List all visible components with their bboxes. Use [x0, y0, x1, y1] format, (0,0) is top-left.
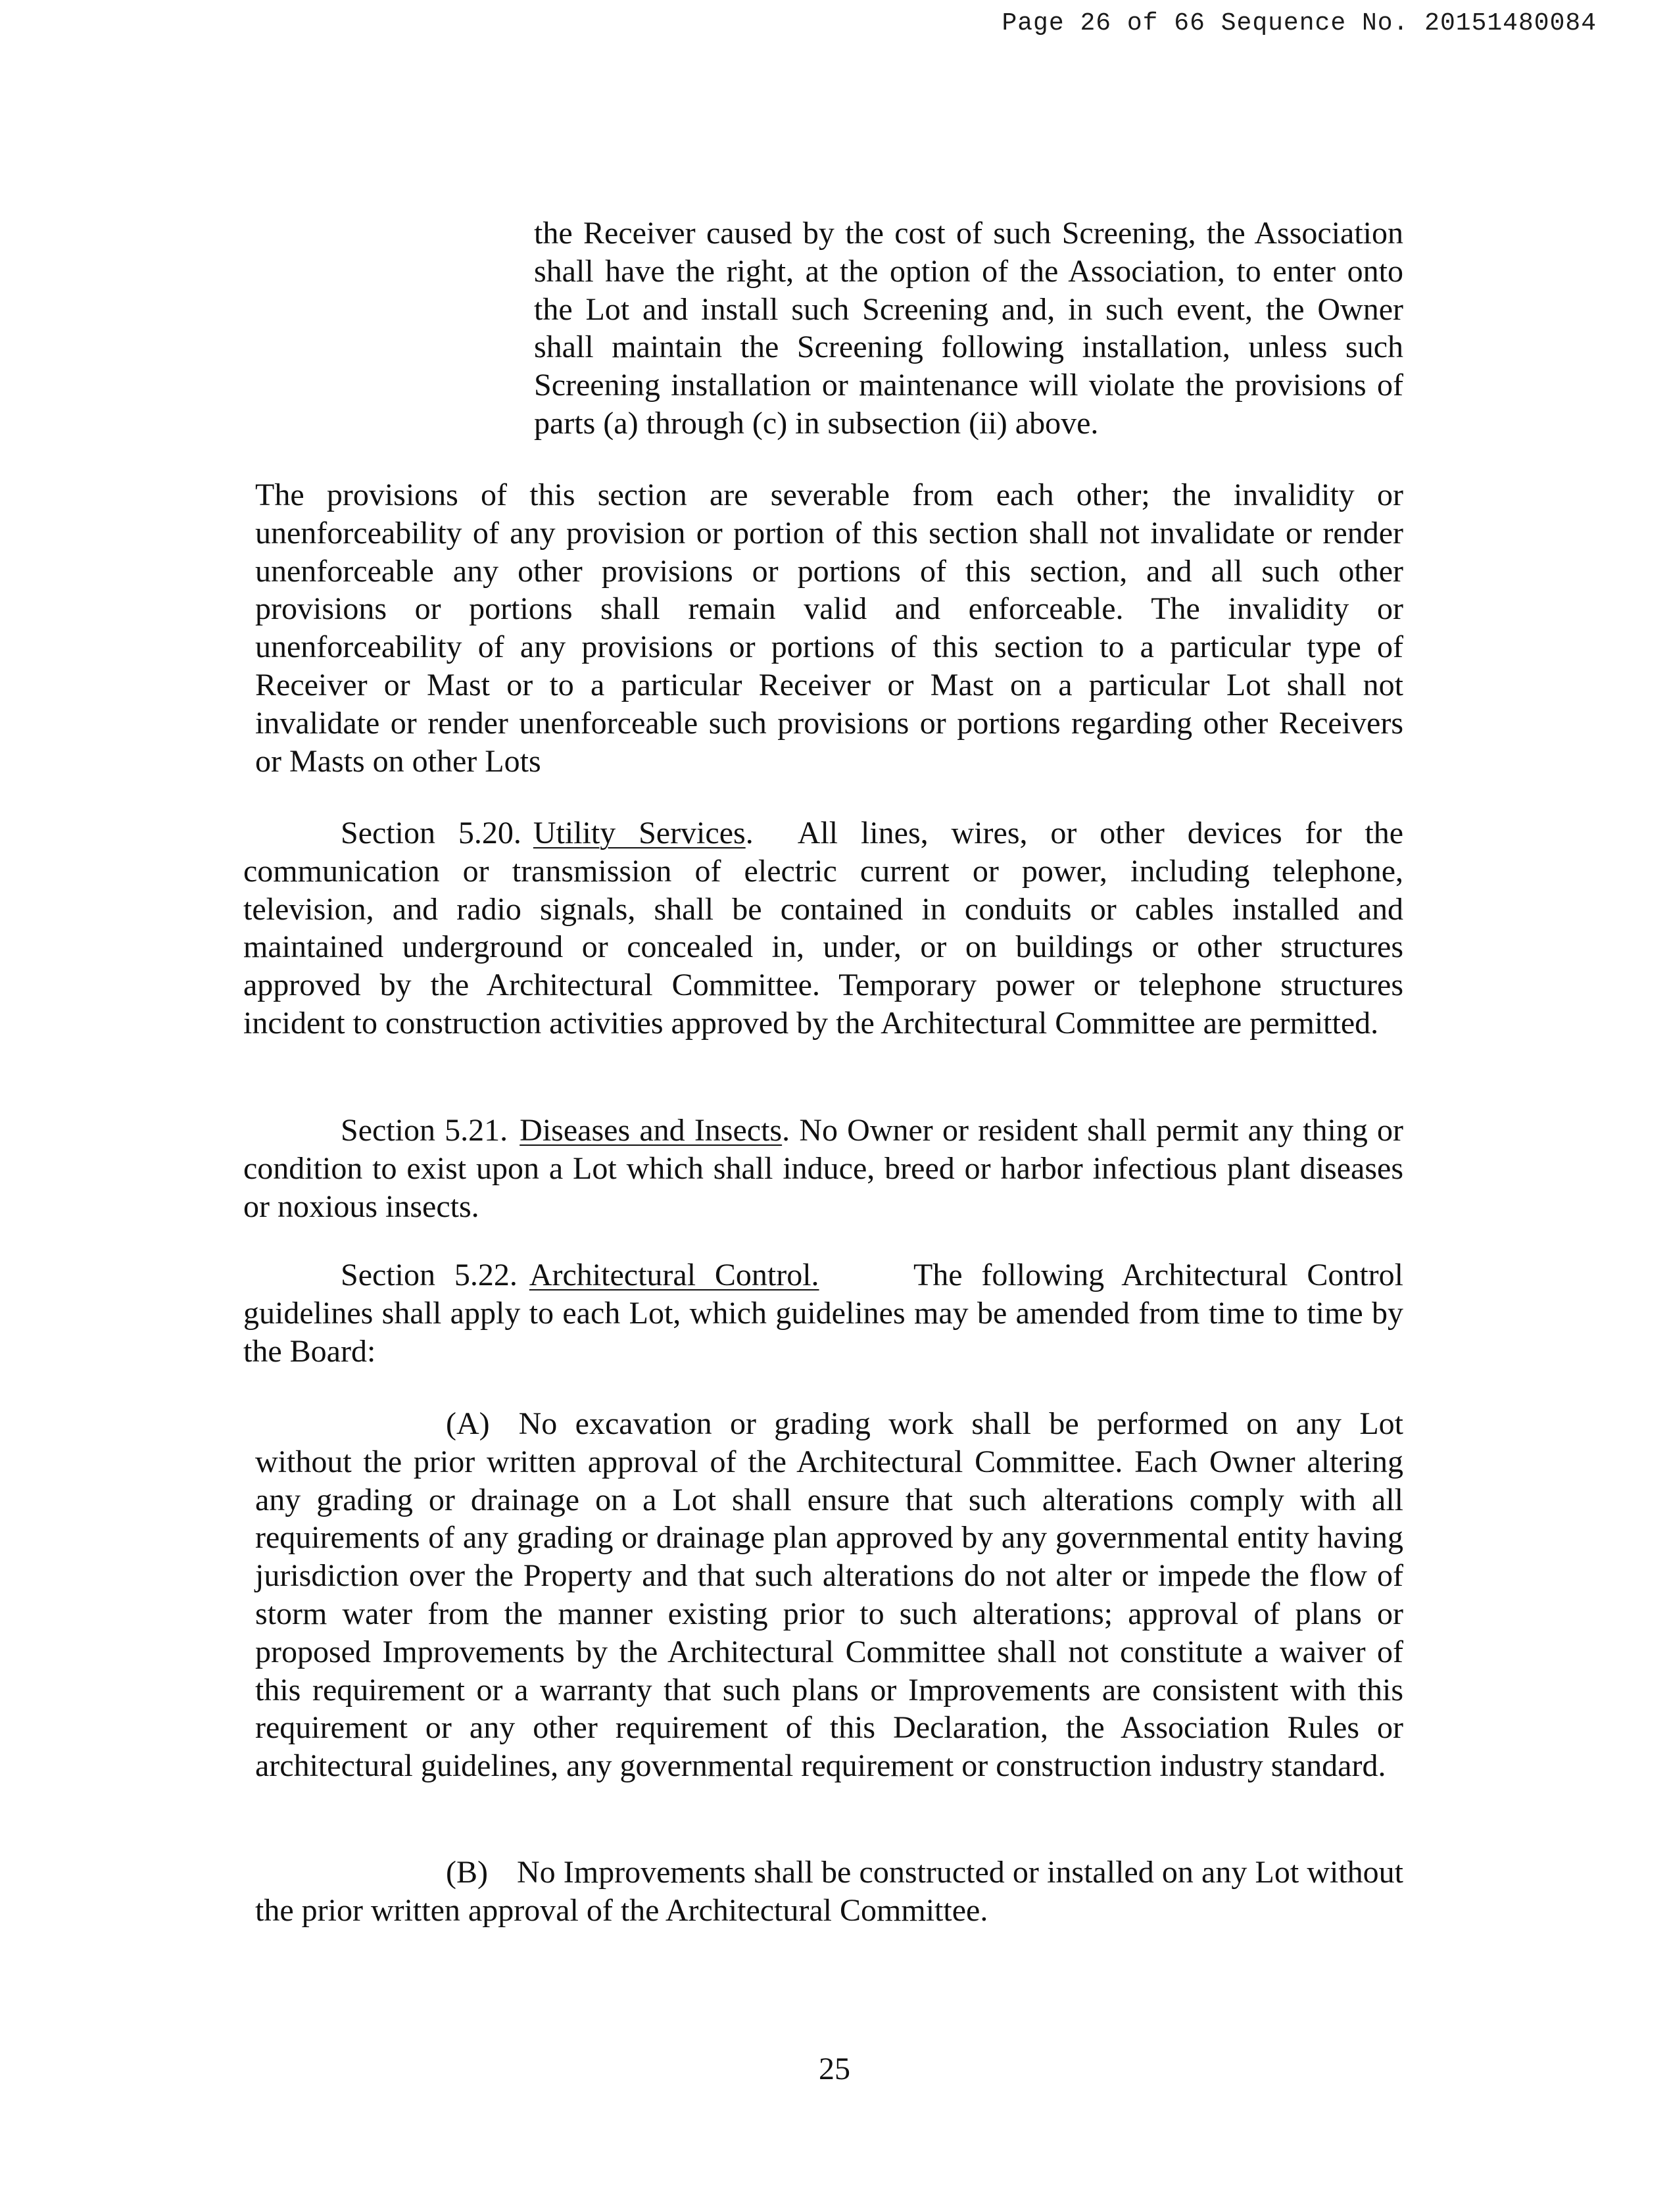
guideline-item-a [255, 1405, 1403, 1785]
section-heading-punct: . [745, 816, 754, 850]
section-heading: Diseases and Insects [520, 1113, 783, 1148]
section-5-20 [243, 814, 1403, 1043]
section-number: Section 5.21. [341, 1113, 508, 1148]
page-number: 25 [819, 2052, 850, 2086]
continuation-paragraph: the Receiver caused by the cost of such Screening, the Association shall have the right, at the option of the Association, to enter onto the Lot and install such Screening and, in such event, the Owner shall maintain the Screening following installation, unless such Screening installation or maintenance will violate the provisions of parts (a) through (c) in subsection (ii) above. [534, 216, 1403, 441]
item-text: No Improvements shall be constructed or installed on any Lot without the prior written approval of the Architectural Committee. [255, 1855, 1403, 1928]
item-letter: (A) [446, 1406, 490, 1441]
section-heading: Utility Services [533, 816, 746, 850]
section-5-21 [243, 1112, 1403, 1225]
section-heading-punct: . [782, 1113, 790, 1148]
section-number: Section 5.20. [341, 816, 521, 850]
section-number: Section 5.22. [341, 1258, 518, 1292]
section-5-22 [243, 1256, 1403, 1370]
item-text: No excavation or grading work shall be performed on any Lot without the prior written approval of the Architectural Committee. Each Owner altering any grading or drainage on a Lot shall ensure that such alterations comply with all requirements of any grading or drainage plan approved by any governmental entity having jurisdiction over the Property and that such alterations do not alter or impede the flow of storm water from the manner existing prior to such alterations; approval of plans or proposed Improvements by the Architectural Committee shall not constitute a waiver of this requirement or a warranty that such plans or Improvements are consistent with this requirement or any other requirement of this Declaration, the Association Rules or architectural guidelines, any governmental requirement or construction industry standard. [255, 1406, 1403, 1784]
section-heading: Architectural Control. [529, 1258, 819, 1292]
severability-paragraph: The provisions of this section are severable from each other; the invalidity or unenforceability of any provision or portion of this section shall not invalidate or render unenforceable any other provisions or portions of this section, and all such other provisions or portions shall remain valid and enforceable. The invalidity or unenforceability of any provisions or portions of this section to a particular type of Receiver or Mast or to a particular Receiver or Mast on a particular Lot shall not invalidate or render unenforceable such provisions or portions regarding other Receivers or Masts on other Lots [255, 478, 1403, 779]
section-body: No Owner or resident shall permit any thing or condition to exist upon a Lot which shall induce, breed or harbor infectious plant diseases or noxious insects. [243, 1113, 1403, 1224]
guideline-item-b [255, 1854, 1403, 1930]
page-sequence-stamp: Page 26 of 66 Sequence No. 20151480084 [1002, 9, 1597, 37]
section-body: The following Architectural Control guidelines shall apply to each Lot, which guidelines may be amended from time to time by the Board: [243, 1258, 1403, 1369]
section-body: All lines, wires, or other devices for the communication or transmission of electric current or power, including telephone, television, and radio signals, shall be contained in conduits or cables installed and maintained underground or concealed in, under, or on buildings or other structures approved by the Architectural Committee. Temporary power or telephone structures incident to construction activities approved by the Architectural Committee are permitted. [243, 816, 1404, 1041]
item-letter: (B) [446, 1855, 488, 1890]
